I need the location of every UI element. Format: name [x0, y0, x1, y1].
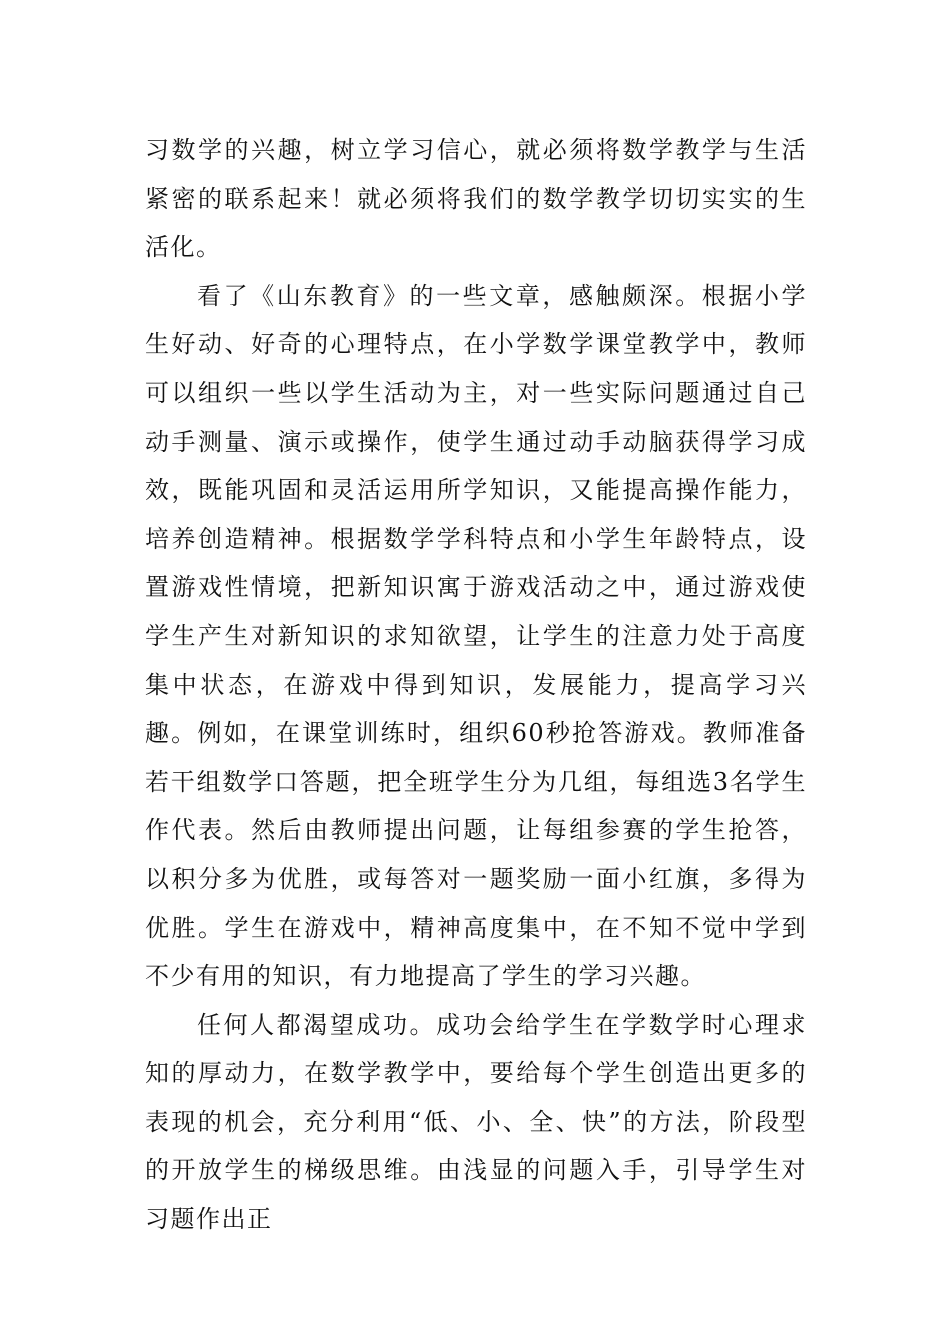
paragraph-continuation: 习数学的兴趣，树立学习信心，就必须将数学教学与生活紧密的联系起来！就必须将我们的数学教学切切实实的生活化。: [145, 136, 807, 262]
paragraph-shandong-education: 看了《山东教育》的一些文章，感触颇深。根据小学生好动、好奇的心理特点，在小学数学课堂教学中，教师可以组织一些以学生活动为主，对一些实际问题通过自己动手测量、演示或操作，使学生通过动手动脑获得学习成效，既能巩固和灵活运用所学知识，又能提高操作能力，培养创造精神。根据数学学科特点和小学生年龄特点，设置游戏性情境，把新知识寓于游戏活动之中，通过游戏使学生产生对新知识的求知欲望，让学生的注意力处于高度集中状态，在游戏中得到知识，发展能力，提高学习兴趣。例如，在课堂训练时，组织60秒抢答游戏。教师准备若干组数学口答题，把全班学生分为几组，每组选3名学生作代表。然后由教师提出问题，让每组参赛的学生抢答，以积分多为优胜，或每答对一题奖励一面小红旗，多得为优胜。学生在游戏中，精神高度集中，在不知不觉中学到不少有用的知识，有力地提高了学生的学习兴趣。: [145, 281, 807, 991]
body-text: [145, 126, 807, 1244]
paragraph-success: 任何人都渴望成功。成功会给学生在学数学时心理求知的厚动力，在数学教学中，要给每个学生创造出更多的表现的机会，充分利用“低、小、全、快”的方法，阶段型的开放学生的梯级思维。由浅显的问题入手，引导学生对习题作出正: [145, 1010, 807, 1234]
